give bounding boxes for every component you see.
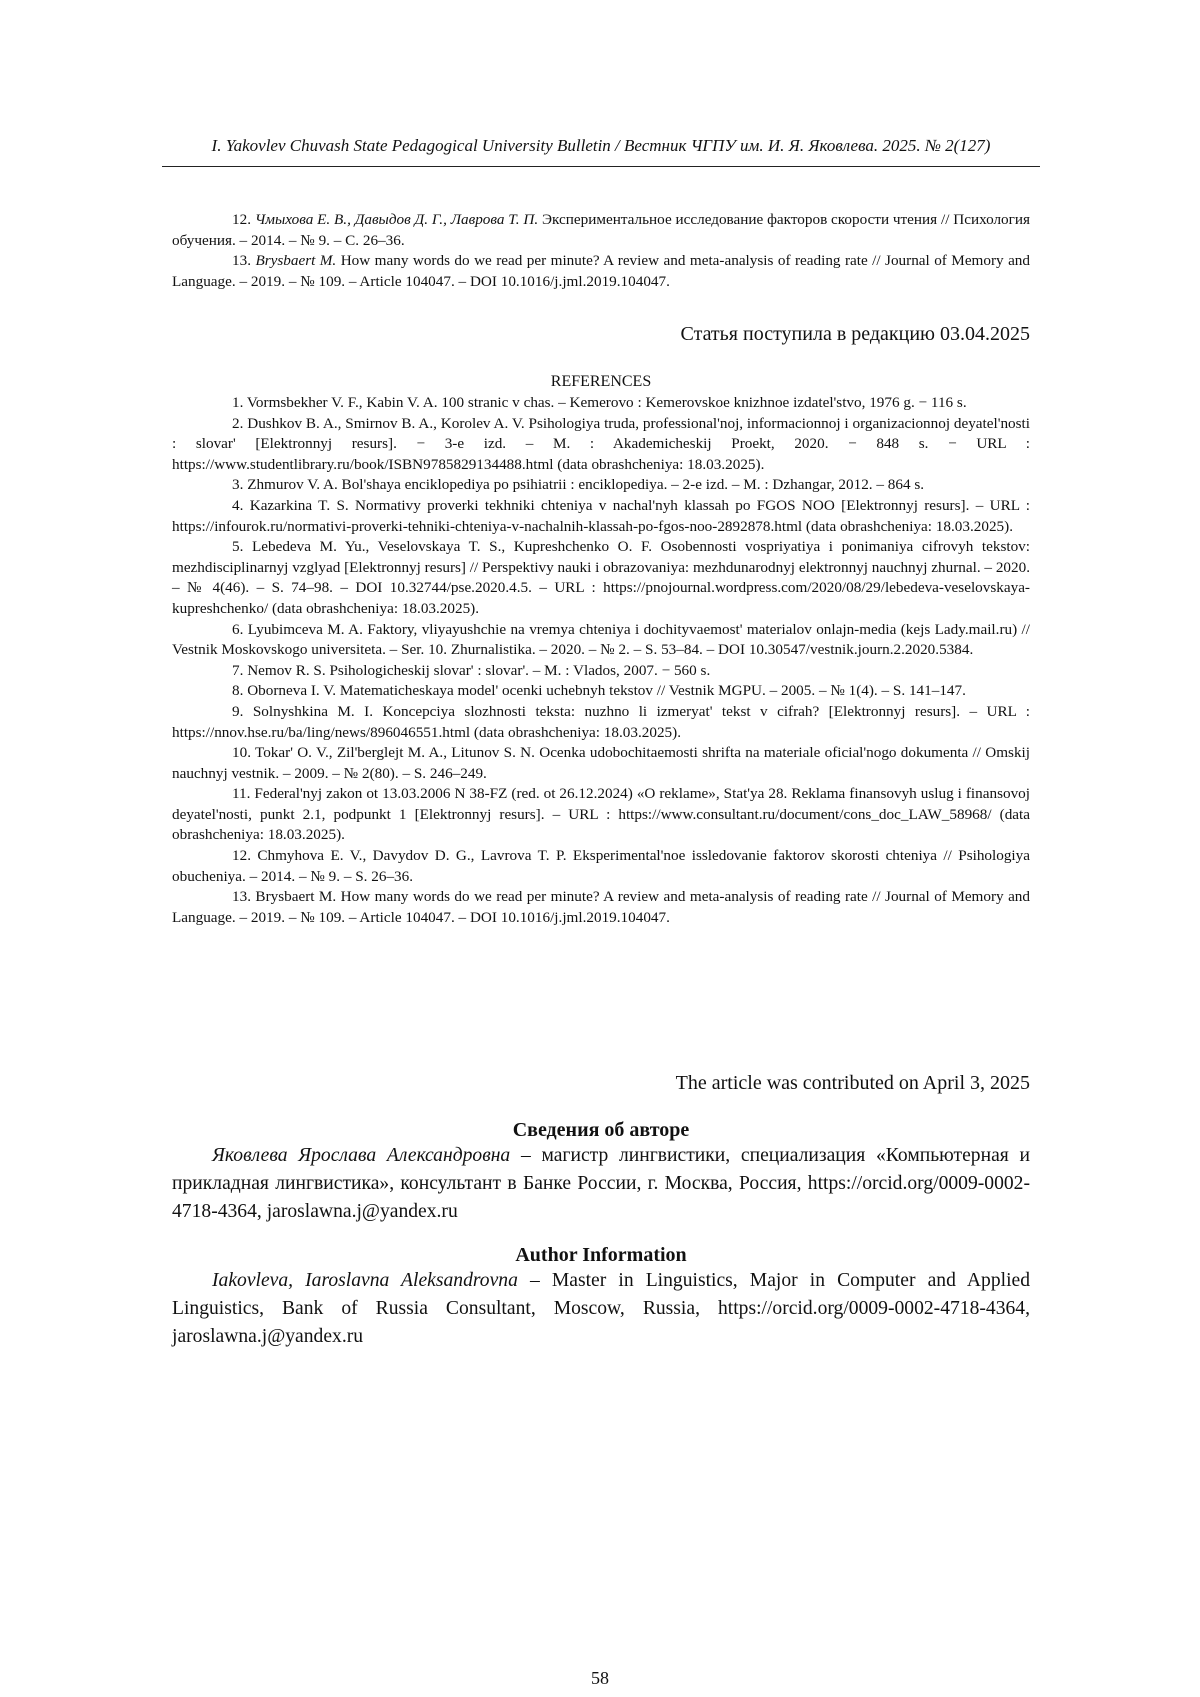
- running-header: I. Yakovlev Chuvash State Pedagogical University Bulletin / Вестник ЧГПУ им. И. Я. Яковлева. 2025. № 2(127): [211, 136, 991, 155]
- author-info-heading-en: Author Information: [515, 1244, 687, 1266]
- page-number: 58: [591, 1668, 609, 1688]
- reference-item: 6. Lyubimceva M. A. Faktory, vliyayushchie na vremya chteniya i dochityvaemost' materialov onlajn-media (kejs Lady.mail.ru) // Vestnik Moskovskogo universiteta. – Ser. 10. Zhurnalistika. – 2020. – № 2. – S. 53–84. – DOI 10.30547/vestnik.journ.2.2020.5384.: [172, 620, 1030, 659]
- author-info-en: Iakovleva, Iaroslavna Aleksandrovna – Master in Linguistics, Major in Computer and Applied Linguistics, Bank of Russia Consultant, Moscow, Russia, https://orcid.org/0009-0002-4718-4364, jaroslawna.j@yandex.ru: [172, 1270, 1031, 1347]
- reference-item: 8. Oborneva I. V. Matematicheskaya model' ocenki uchebnyh tekstov // Vestnik MGPU. – 2005. – № 1(4). – S. 141–147.: [232, 682, 966, 700]
- reference-item: 3. Zhmurov V. A. Bol'shaya enciklopediya po psihiatrii : enciklopediya. – 2-e izd. – M. : Dzhangar, 2012. – 864 s.: [232, 476, 925, 494]
- reference-item: 5. Lebedeva M. Yu., Veselovskaya T. S., Kupreshchenko O. F. Osobennosti vospriyatiya i ponimaniya cifrovyh tekstov: mezhdisciplinarnyj vzglyad [Elektronnyj resurs] // Perspektivy nauki i obrazovaniya: mezhdunarodnyj elektronnyj nauchnyj zhurnal. – 2020. – № 4(46). – S. 74–98. – DOI 10.32744/pse.2020.4.5. – URL : https://pnojournal.wordpress.com/2020/08/29/lebedeva-veselovskaya-kupreshchenko/ (data obrashcheniya: 18.03.2025).: [172, 538, 1030, 617]
- references-heading: REFERENCES: [550, 373, 652, 390]
- reference-item: 10. Tokar' O. V., Zil'berglejt M. A., Litunov S. N. Ocenka udobochitaemosti shrifta na materiale oficial'nogo dokumenta // Omskij nauchnyj vestnik. – 2009. – № 2(80). – S. 246–249.: [172, 744, 1030, 782]
- author-name-ru: Яковлева Ярослава Александровна: [212, 1145, 511, 1166]
- reference-item: 9. Solnyshkina M. I. Koncepciya slozhnosti teksta: nuzhno li izmeryat' tekst v cifrah? [Elektronnyj resurs]. – URL : https://nnov.hse.ru/ba/ling/news/896046551.html (data obrashcheniya: 18.03.2025).: [172, 702, 1030, 741]
- reference-authors: Чмыхова Е. В., Давыдов Д. Г., Лаврова Т. П.: [254, 211, 539, 228]
- received-date-ru: Статья поступила в редакцию 03.04.2025: [680, 323, 1030, 345]
- references-list: [172, 393, 1030, 928]
- reference-item: 1. Vormsbekher V. F., Kabin V. A. 100 stranic v chas. – Kemerovo : Kemerovskoe knizhnoe izdatel'stvo, 1976 g. − 116 s.: [232, 394, 967, 411]
- reference-item: 12. Chmyhova E. V., Davydov D. G., Lavrova T. P. Eksperimental'noe issledovanie faktorov skorosti chteniya // Psihologiya obucheniya. – 2014. – № 9. – S. 26–36.: [172, 847, 1030, 885]
- reference-authors: Brysbaert M.: [255, 252, 337, 270]
- author-info-heading-ru: Сведения об авторе: [512, 1119, 690, 1141]
- reference-item: 4. Kazarkina T. S. Normativy proverki tekhniki chteniya v nachal'nyh klassah po FGOS NOO [Elektronnyj resurs]. – URL : https://infourok.ru/normativi-proverki-tehniki-chteniya-v-nachalnih-klassah-po-fgos-noo-2892878.html (data obrashcheniya: 18.03.2025).: [172, 496, 1030, 535]
- reference-item: 2. Dushkov B. A., Smirnov B. A., Korolev A. V. Psihologiya truda, professional'noj, informacionnoj i organizacionnoj deyatel'nosti : slovar' [Elektronnyj resurs]. − 3-e izd. – M. : Akademicheskij Proekt, 2020. − 848 s. − URL : https://www.studentlibrary.ru/book/ISBN9785829134488.html (data obrashcheniya: 18.03.2025).: [172, 414, 1030, 473]
- reference-item-ru-13: 13. Brysbaert M. How many words do we read per minute? A review and meta-analysis of reading rate // Journal of Memory and Language. – 2019. – № 109. – Article 104047. – DOI 10.1016/j.jml.2019.104047.: [172, 252, 1030, 290]
- continued-references: [172, 210, 1030, 292]
- author-name-en: Iakovleva, Iaroslavna Aleksandrovna: [212, 1270, 518, 1291]
- reference-item: 7. Nemov R. S. Psihologicheskij slovar' : slovar'. – M. : Vlados, 2007. − 560 s.: [232, 661, 711, 679]
- received-date-en: The article was contributed on April 3, 2025: [675, 1072, 1030, 1094]
- reference-item-ru-12: 12. Чмыхова Е. В., Давыдов Д. Г., Лаврова Т. П. Экспериментальное исследование факторов скорости чтения // Психология обучения. – 2014. – № 9. – С. 26–36.: [172, 211, 1030, 249]
- reference-item: 11. Federal'nyj zakon ot 13.03.2006 N 38-FZ (red. ot 26.12.2024) «O reklame», Stat'ya 28. Reklama finansovyh uslug i finansovoj deyatel'nosti, punkt 2.1, podpunkt 1 [Elektronnyj resurs]. – URL : https://www.consultant.ru/document/cons_doc_LAW_58968/ (data obrashcheniya: 18.03.2025).: [172, 785, 1030, 844]
- reference-item: 13. Brysbaert M. How many words do we read per minute? A review and meta-analysis of reading rate // Journal of Memory and Language. – 2019. – № 109. – Article 104047. – DOI 10.1016/j.jml.2019.104047.: [172, 888, 1030, 926]
- author-info-ru: Яковлева Ярослава Александровна – магистр лингвистики, специализация «Компьютерная и прикладная лингвистика», консультант в Банке России, г. Москва, Россия, https://orcid.org/0009-0002-4718-4364, jaroslawna.j@yandex.ru: [172, 1145, 1030, 1222]
- header-rule: [162, 166, 1040, 167]
